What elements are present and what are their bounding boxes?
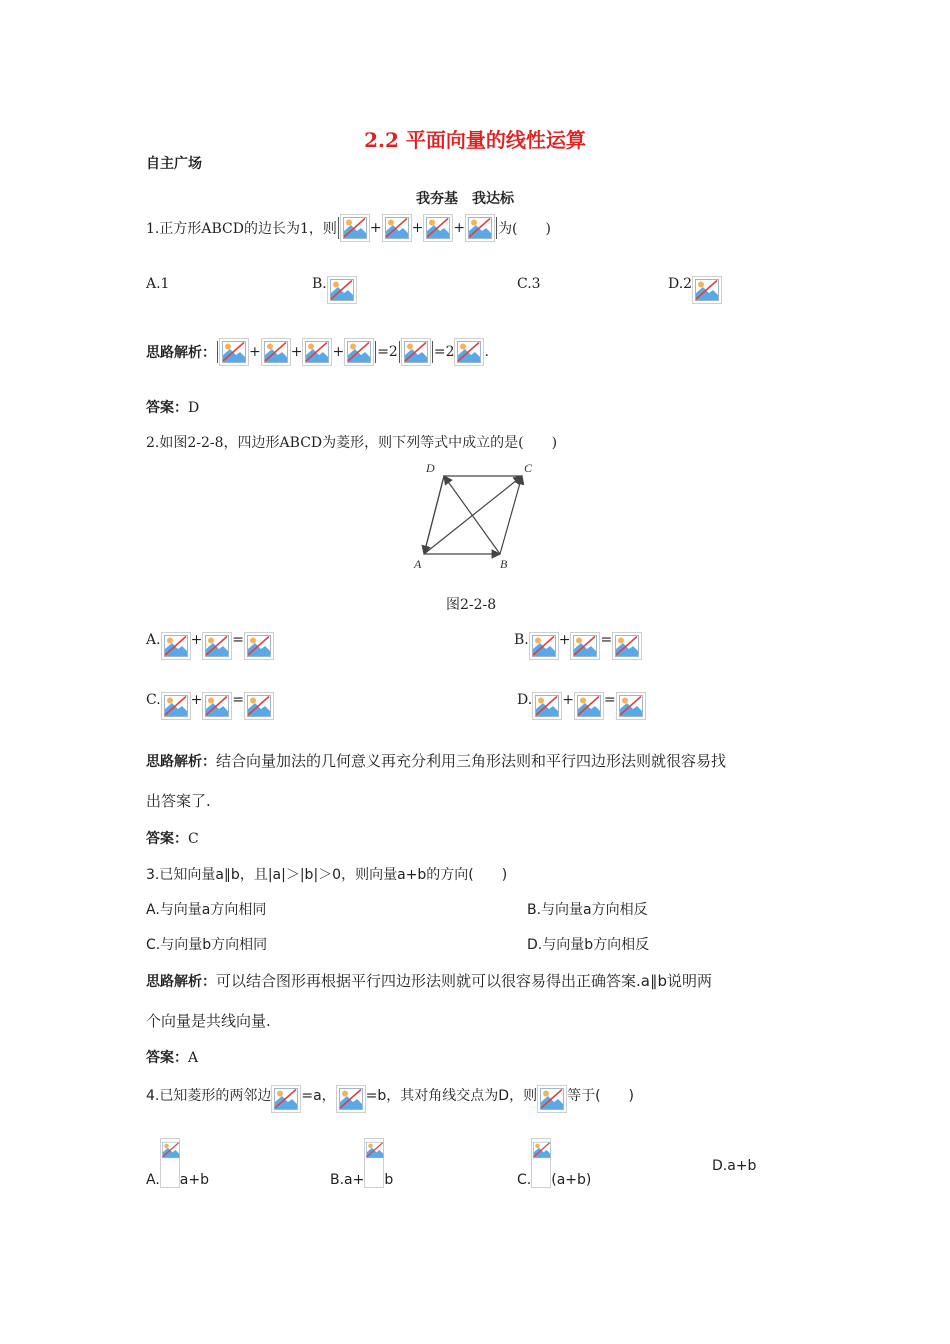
answer-value: D: [188, 400, 200, 416]
broken-image-icon: [529, 632, 559, 660]
period: .: [484, 344, 489, 360]
q1-stem-prefix: 1.正方形ABCD的边长为1，则: [146, 221, 337, 237]
broken-image-icon: [364, 1138, 384, 1188]
q1-option-c: C.3: [517, 276, 541, 292]
option-label: C.: [146, 692, 161, 708]
q2-analysis-line2: 出答案了.: [146, 792, 211, 810]
analysis-label: 思路解析：: [146, 345, 216, 361]
q1-option-a: A.1: [146, 276, 170, 292]
equals-sign: =: [232, 632, 245, 648]
plus-sign: +: [369, 220, 382, 236]
q1-option-d: [668, 276, 722, 304]
vertex-label-a: A: [414, 557, 422, 571]
vertex-label-b: B: [500, 557, 508, 571]
q4-option-c: [517, 1138, 591, 1188]
broken-image-icon: [161, 632, 191, 660]
abs-bar: [338, 217, 339, 239]
q2-option-c: [146, 692, 274, 720]
q1-stem: [146, 214, 551, 242]
q4-option-a: [146, 1138, 209, 1188]
equals-2: =2: [433, 344, 455, 360]
diagonal-ac: [424, 476, 522, 554]
section-heading: 自主广场: [146, 156, 202, 172]
q4-stem-suffix: 等于( ): [567, 1088, 635, 1104]
q2-answer: [146, 828, 199, 848]
broken-image-icon: [382, 214, 412, 242]
answer-label: 答案：: [146, 831, 188, 847]
plus-sign: +: [290, 344, 303, 360]
broken-image-icon: [344, 338, 374, 366]
answer-value: A: [188, 1050, 199, 1066]
q1-analysis: [146, 338, 489, 366]
option-label: A.: [146, 632, 161, 648]
broken-image-icon: [454, 338, 484, 366]
analysis-text: 可以结合图形再根据平行四边形法则就可以很容易得出正确答案.a∥b说明两: [216, 972, 712, 990]
plus-sign: +: [453, 220, 466, 236]
abs-bar: [432, 341, 433, 363]
option-label: B.: [514, 632, 529, 648]
equals-sign: =: [603, 692, 616, 708]
broken-image-icon: [423, 214, 453, 242]
q1-stem-suffix: 为( ): [498, 221, 551, 237]
broken-image-icon: [327, 276, 357, 304]
q1-option-d-label: D.2: [668, 276, 693, 292]
q4-stem-mid1: =a，: [301, 1088, 336, 1104]
broken-image-icon: [531, 1138, 551, 1188]
broken-image-icon: [616, 692, 646, 720]
diagonal-bd: [444, 476, 500, 554]
broken-image-icon: [160, 1138, 180, 1188]
answer-value: C: [188, 831, 199, 847]
broken-image-icon: [336, 1085, 366, 1113]
subsection-heading: 我夯基 我达标: [416, 191, 514, 207]
q3-answer: [146, 1047, 198, 1067]
q4-stem-prefix: 4.已知菱形的两邻边: [146, 1088, 272, 1104]
analysis-label: 思路解析：: [146, 974, 216, 990]
plus-sign: +: [558, 632, 571, 648]
q2-option-a: [146, 632, 274, 660]
broken-image-icon: [161, 692, 191, 720]
option-text: b: [384, 1172, 394, 1188]
option-label: A.: [146, 1172, 160, 1188]
answer-label: 答案：: [146, 400, 188, 416]
equals-sign: =: [600, 632, 613, 648]
broken-image-icon: [612, 632, 642, 660]
analysis-label: 思路解析：: [146, 754, 216, 770]
broken-image-icon: [244, 692, 274, 720]
option-text: (a+b): [551, 1172, 592, 1188]
broken-image-icon: [244, 632, 274, 660]
broken-image-icon: [574, 692, 604, 720]
q3-option-d: D.与向量b方向相反: [527, 937, 650, 953]
arrow-da: [424, 476, 444, 554]
q3-option-b: B.与向量a方向相反: [527, 902, 648, 918]
plus-sign: +: [190, 692, 203, 708]
broken-image-icon: [537, 1085, 567, 1113]
broken-image-icon: [570, 632, 600, 660]
figure-caption: 图2-2-8: [446, 597, 497, 613]
q3-option-c: C.与向量b方向相同: [146, 937, 268, 953]
q3-option-a: A.与向量a方向相同: [146, 902, 267, 918]
broken-image-icon: [202, 692, 232, 720]
option-text: a+b: [179, 1172, 209, 1188]
broken-image-icon: [302, 338, 332, 366]
q2-option-d: [517, 692, 646, 720]
q2-analysis-line1: [146, 750, 726, 771]
q1-option-b-label: B.: [312, 276, 327, 292]
option-label: C.: [517, 1172, 532, 1188]
q3-analysis-line2: 个向量是共线向量.: [146, 1012, 271, 1030]
plus-sign: +: [190, 632, 203, 648]
q4-stem-mid2: =b，其对角线交点为D，则: [365, 1088, 538, 1104]
broken-image-icon: [340, 214, 370, 242]
broken-image-icon: [465, 214, 495, 242]
q1-answer: [146, 397, 199, 417]
vertex-label-c: C: [524, 461, 533, 475]
plus-sign: +: [332, 344, 345, 360]
analysis-text: 结合向量加法的几何意义再充分利用三角形法则和平行四边形法则就很容易找: [216, 752, 727, 770]
q3-stem: 3.已知向量a∥b，且|a|＞|b|＞0，则向量a+b的方向( ): [146, 867, 508, 883]
broken-image-icon: [401, 338, 431, 366]
q4-option-d: D.a+b: [712, 1158, 757, 1174]
abs-bar: [496, 217, 497, 239]
answer-label: 答案：: [146, 1050, 188, 1066]
abs-bar: [217, 341, 218, 363]
q2-option-b: [514, 632, 642, 660]
broken-image-icon: [219, 338, 249, 366]
option-label: B.a+: [330, 1172, 365, 1188]
edge-bc: [500, 476, 522, 554]
broken-image-icon: [692, 276, 722, 304]
option-label: D.: [517, 692, 533, 708]
equals-sign: =: [232, 692, 245, 708]
broken-image-icon: [271, 1085, 301, 1113]
broken-image-icon: [532, 692, 562, 720]
q1-option-b: [312, 276, 357, 304]
equals-2: =2: [377, 344, 398, 360]
rhombus-figure: [408, 458, 548, 578]
q4-option-b: [330, 1138, 393, 1188]
broken-image-icon: [261, 338, 291, 366]
q3-analysis-line1: [146, 970, 712, 991]
q4-stem: [146, 1085, 634, 1113]
page-title: 2.2 平面向量的线性运算: [364, 128, 586, 152]
plus-sign: +: [562, 692, 574, 708]
plus-sign: +: [249, 344, 261, 360]
plus-sign: +: [411, 220, 424, 236]
vertex-label-d: D: [426, 461, 435, 475]
q2-stem: 2.如图2-2-8，四边形ABCD为菱形，则下列等式中成立的是( ): [146, 435, 558, 451]
abs-bar: [399, 341, 400, 363]
broken-image-icon: [202, 632, 232, 660]
